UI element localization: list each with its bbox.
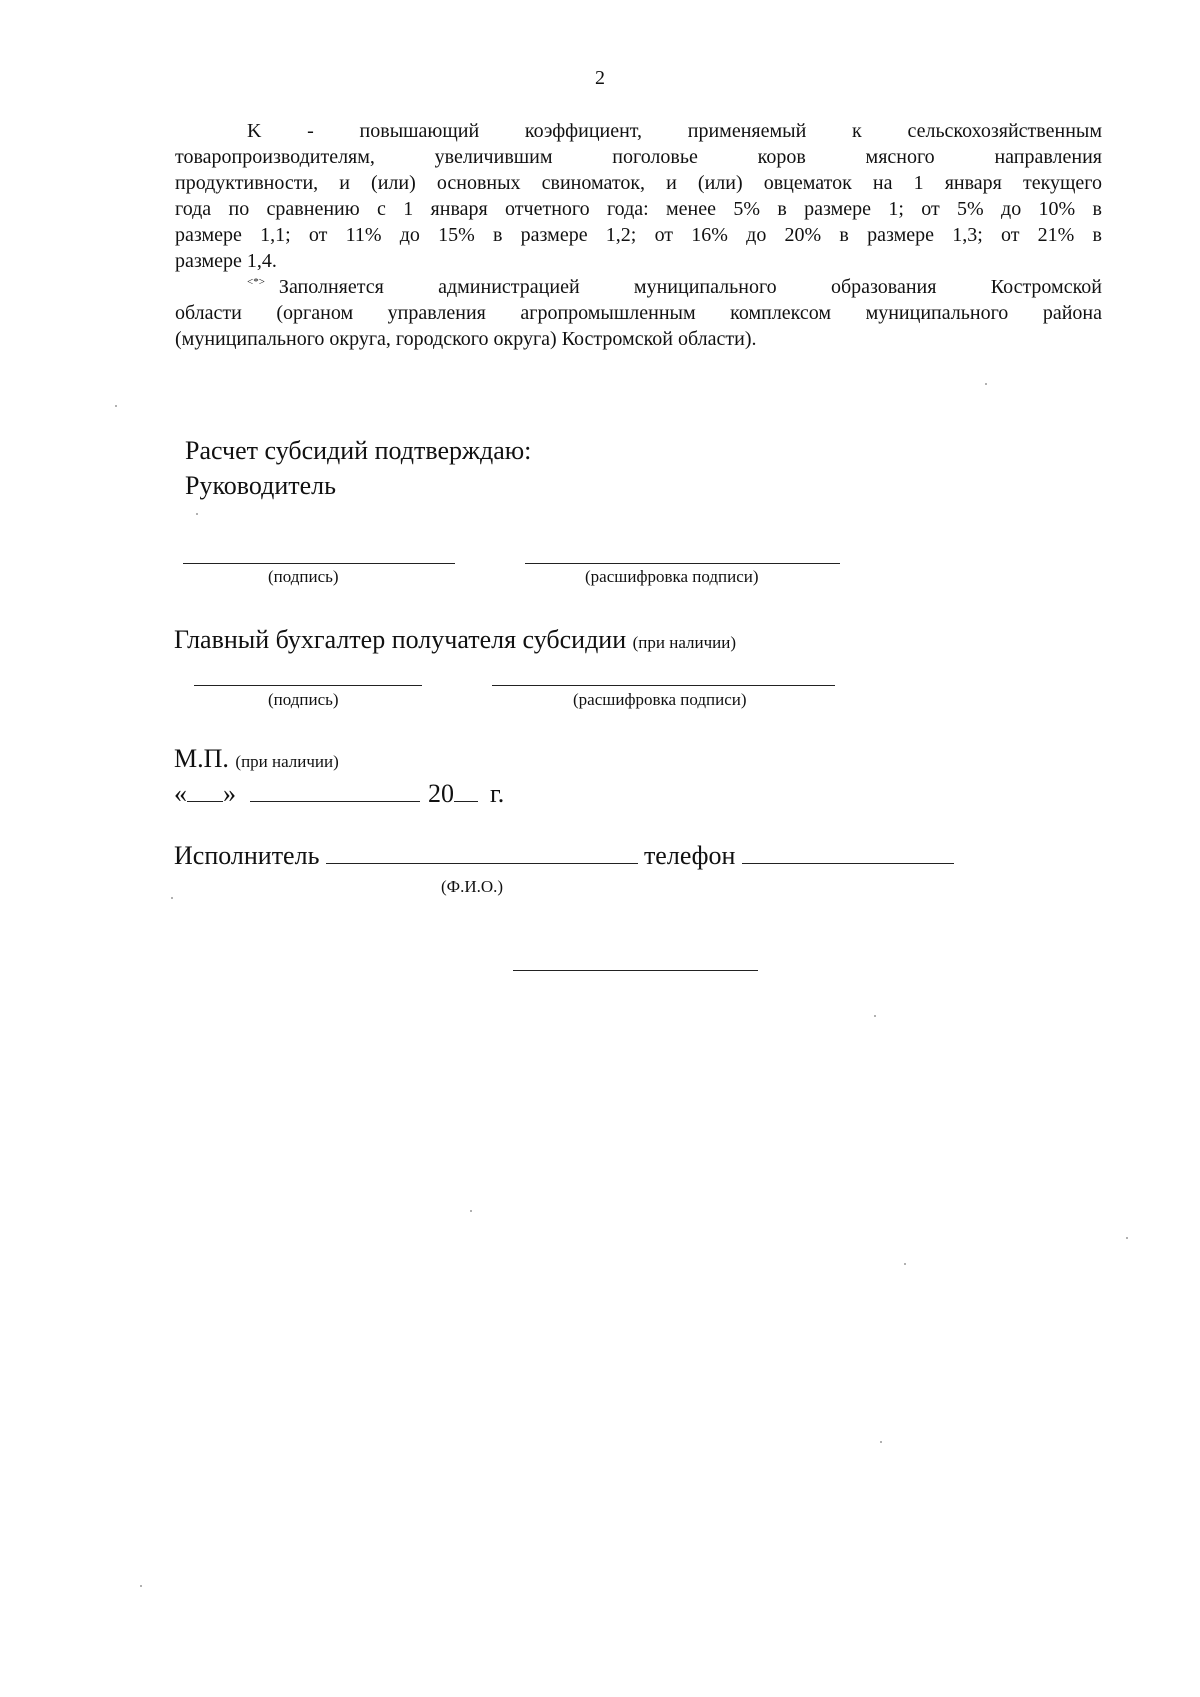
- scan-speck: [140, 1585, 142, 1587]
- scan-speck: [115, 405, 117, 407]
- scan-speck: [880, 1441, 882, 1443]
- footnote-text: Заполняется администрацией муниципального образования Костромской: [278, 276, 1102, 298]
- head-decode-line: [525, 563, 840, 564]
- date-close-quote: »: [223, 779, 236, 808]
- head-signature-line: [183, 563, 455, 564]
- head-role-label: Руководитель: [185, 471, 336, 500]
- date-open-quote: «: [174, 779, 187, 808]
- executor-name-blank: [326, 843, 638, 864]
- paragraph-line: K - повышающий коэффициент, применяемый к сельскохозяйственным: [247, 120, 1102, 142]
- page-number: 2: [595, 67, 605, 89]
- paragraph-line: (муниципального округа, городского округа) Костромской области).: [175, 328, 757, 350]
- scan-speck: [171, 897, 173, 899]
- k-coefficient-paragraph: [175, 118, 1102, 274]
- paragraph-line: размере 1,1; от 11% до 15% в размере 1,2; от 16% до 20% в размере 1,3; от 21% в: [175, 224, 1102, 246]
- executor-label: Исполнитель: [174, 841, 320, 870]
- accountant-decode-line: [492, 685, 835, 686]
- accountant-signature-line: [194, 685, 422, 686]
- paragraph-line: товаропроизводителям, увеличившим поголовье коров мясного направления: [175, 146, 1102, 168]
- accountant-heading: [174, 625, 736, 655]
- date-year-suffix: г.: [490, 779, 505, 808]
- accountant-qualifier: (при наличии): [632, 633, 737, 652]
- accountant-signature-caption: (подпись): [268, 690, 339, 709]
- phone-label: телефон: [643, 841, 736, 870]
- paragraph-line: продуктивности, и (или) основных свиноматок, и (или) овцематок на 1 января текущего: [175, 172, 1102, 194]
- date-day-blank: [187, 781, 223, 802]
- executor-row: [174, 841, 954, 871]
- footnote-paragraph: [175, 274, 1102, 352]
- phone-blank: [742, 843, 954, 864]
- accountant-label: Главный бухгалтер получателя субсидии: [174, 625, 627, 654]
- paragraph-line: размере 1,4.: [175, 250, 277, 272]
- executor-name-caption: (Ф.И.О.): [441, 877, 504, 896]
- stamp-qualifier: (при наличии): [235, 752, 339, 771]
- scan-speck: [904, 1263, 906, 1265]
- date-year-prefix: 20: [428, 779, 454, 808]
- scan-speck: [985, 383, 987, 385]
- paragraph-line: года по сравнению с 1 января отчетного года: менее 5% в размере 1; от 5% до 10% в: [175, 198, 1102, 220]
- date-month-blank: [250, 781, 420, 802]
- date-year-blank: [454, 781, 478, 802]
- stamp-row: [174, 744, 339, 774]
- confirm-heading: Расчет субсидий подтверждаю:: [185, 436, 532, 465]
- footnote-marker: <*>: [247, 276, 265, 288]
- scan-speck: [470, 1210, 472, 1212]
- stamp-label: М.П.: [174, 744, 229, 773]
- closing-separator-line: [513, 970, 758, 971]
- footnote-first-line: [175, 274, 1102, 300]
- scan-speck: [874, 1015, 876, 1017]
- head-signature-caption: (подпись): [268, 567, 339, 586]
- scan-speck: [196, 513, 198, 515]
- head-decode-caption: (расшифровка подписи): [585, 567, 759, 586]
- paragraph-line: области (органом управления агропромышленным комплексом муниципального района: [175, 302, 1102, 324]
- accountant-decode-caption: (расшифровка подписи): [573, 690, 747, 709]
- scan-speck: [1126, 1237, 1128, 1239]
- date-row: [174, 779, 504, 809]
